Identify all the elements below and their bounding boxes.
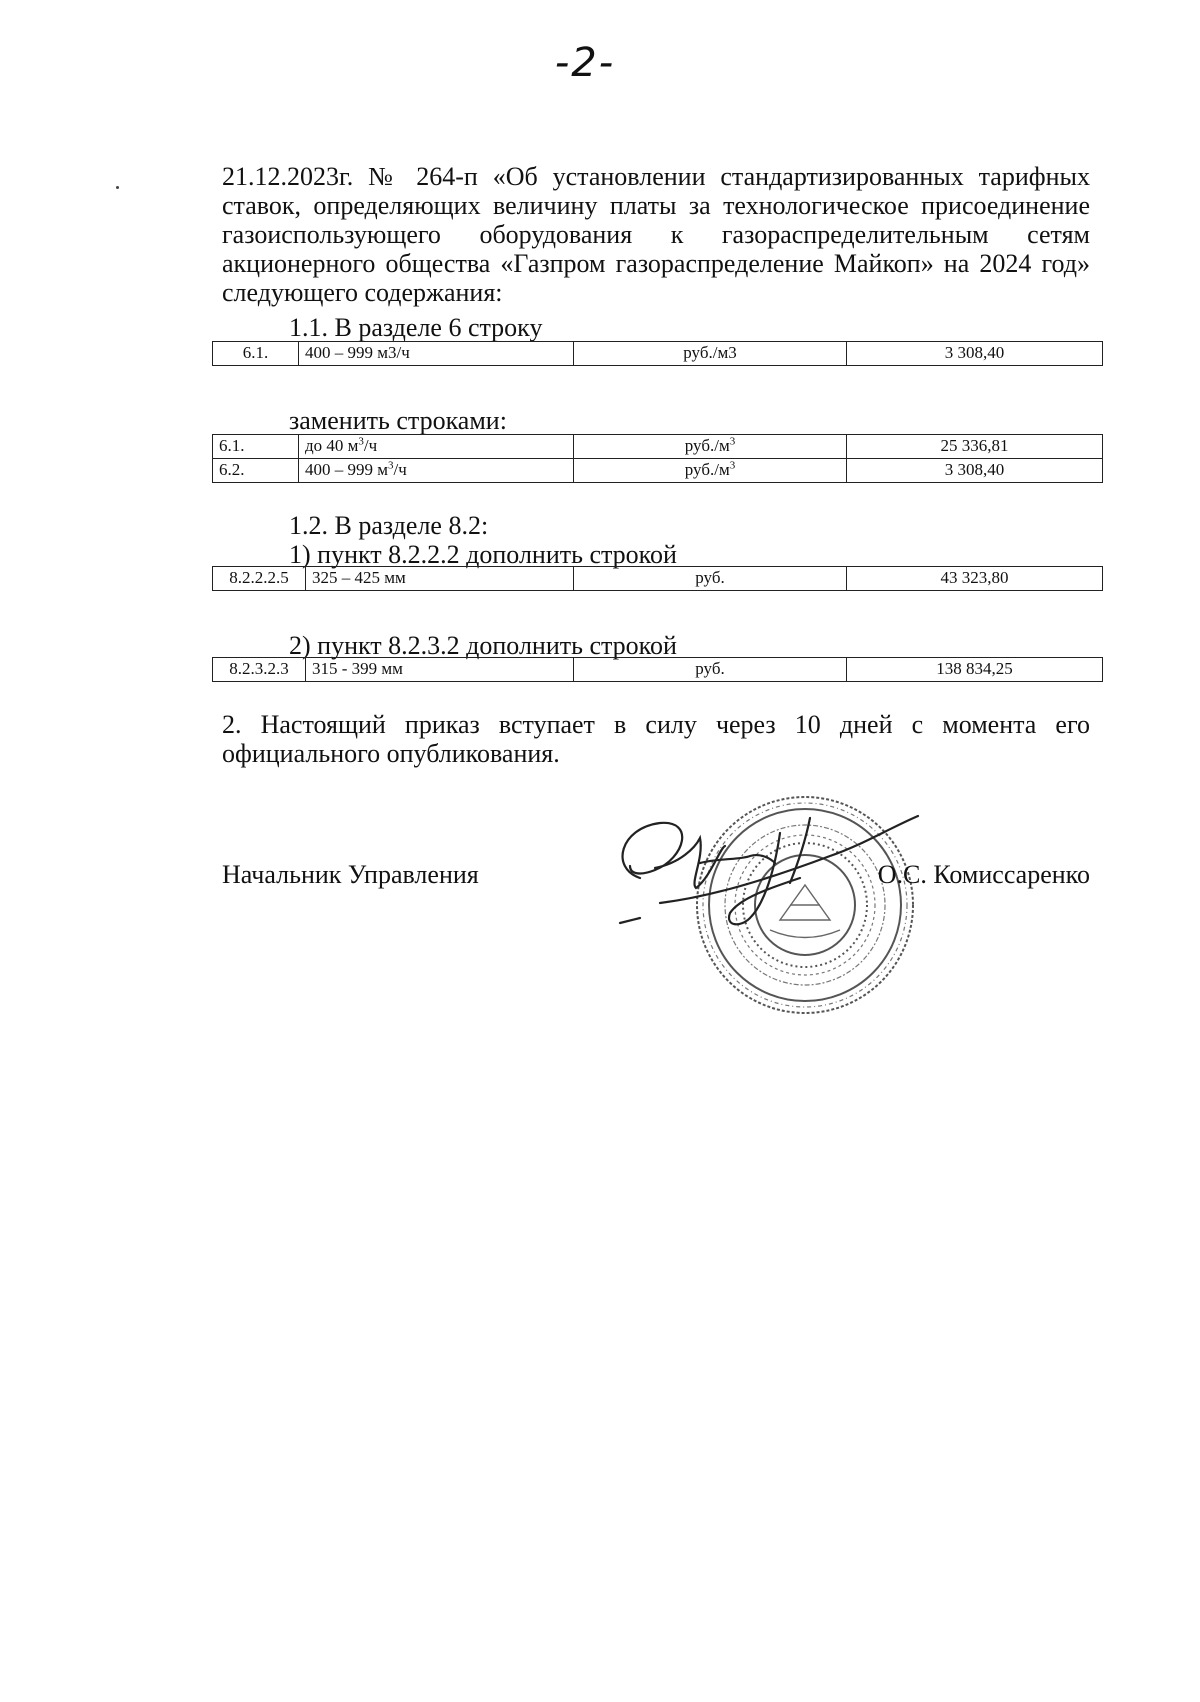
intro-line-2: ставок, определяющих величину платы за технологическое присоединение: [222, 191, 1090, 220]
cell-unit: руб.: [574, 567, 847, 591]
cell-value: 138 834,25: [847, 658, 1103, 682]
table-row: [213, 459, 1103, 483]
section-2-line-2: официального опубликования.: [222, 739, 560, 768]
section-2-line-1: 2. Настоящий приказ вступает в силу через 10 дней с момента его: [222, 710, 1090, 739]
signature-row: [222, 860, 1090, 900]
cell-unit: $руб./м^3$: [574, 435, 847, 459]
cell-range: 325 – 425 мм: [306, 567, 574, 591]
intro-line-4: акционерного общества «Газпром газораспределение Майкоп» на 2024 год»: [222, 249, 1090, 278]
item-2-caption: 2) пункт 8.2.3.2 дополнить строкой: [289, 631, 677, 660]
intro-line-1: 21.12.2023г. № 264-п «Об установлении стандартизированных тарифных: [222, 162, 1090, 191]
cell-range: 315 - 399 мм: [306, 658, 574, 682]
item-2-table: [212, 657, 1103, 682]
table-row: [213, 567, 1103, 591]
cell-value: 3 308,40: [847, 342, 1103, 366]
item-1-table: [212, 566, 1103, 591]
cell-num: 8.2.2.2.5: [213, 567, 306, 591]
section-2-paragraph: [222, 710, 1090, 768]
section-1-2-caption: 1.2. В разделе 8.2:: [289, 511, 489, 540]
cell-unit: руб./м3: [574, 342, 847, 366]
cell-num: 6.1.: [213, 342, 299, 366]
cell-range: 400 – 999 м3/ч: [299, 342, 574, 366]
cell-range: до 40 $м^3/ч$: [299, 435, 574, 459]
table-row: [213, 658, 1103, 682]
cell-range: 400 – 999 $м^3/ч$: [299, 459, 574, 483]
margin-dot: [116, 186, 119, 189]
intro-line-3: газоиспользующего оборудования к газораспределительным сетям: [222, 220, 1090, 249]
position-title: Начальник Управления: [222, 860, 479, 889]
old-row-table: [212, 341, 1103, 366]
table-row: [213, 435, 1103, 459]
cell-value: 3 308,40: [847, 459, 1103, 483]
replace-caption: заменить строками:: [289, 406, 507, 435]
cell-unit: руб.: [574, 658, 847, 682]
cell-num: 6.1.: [213, 435, 299, 459]
cell-num: 8.2.3.2.3: [213, 658, 306, 682]
item-1-caption: 1) пункт 8.2.2.2 дополнить строкой: [289, 540, 677, 569]
page-number: -2-: [554, 40, 616, 86]
signer-name: О.С. Комиссаренко: [877, 860, 1090, 889]
cell-unit: $руб./м^3$: [574, 459, 847, 483]
section-1-1-caption: 1.1. В разделе 6 строку: [289, 313, 543, 342]
table-row: [213, 342, 1103, 366]
intro-line-5: следующего содержания:: [222, 278, 503, 307]
cell-value: 25 336,81: [847, 435, 1103, 459]
cell-value: 43 323,80: [847, 567, 1103, 591]
new-rows-table: [212, 434, 1103, 483]
intro-paragraph: [222, 162, 1090, 307]
cell-num: 6.2.: [213, 459, 299, 483]
